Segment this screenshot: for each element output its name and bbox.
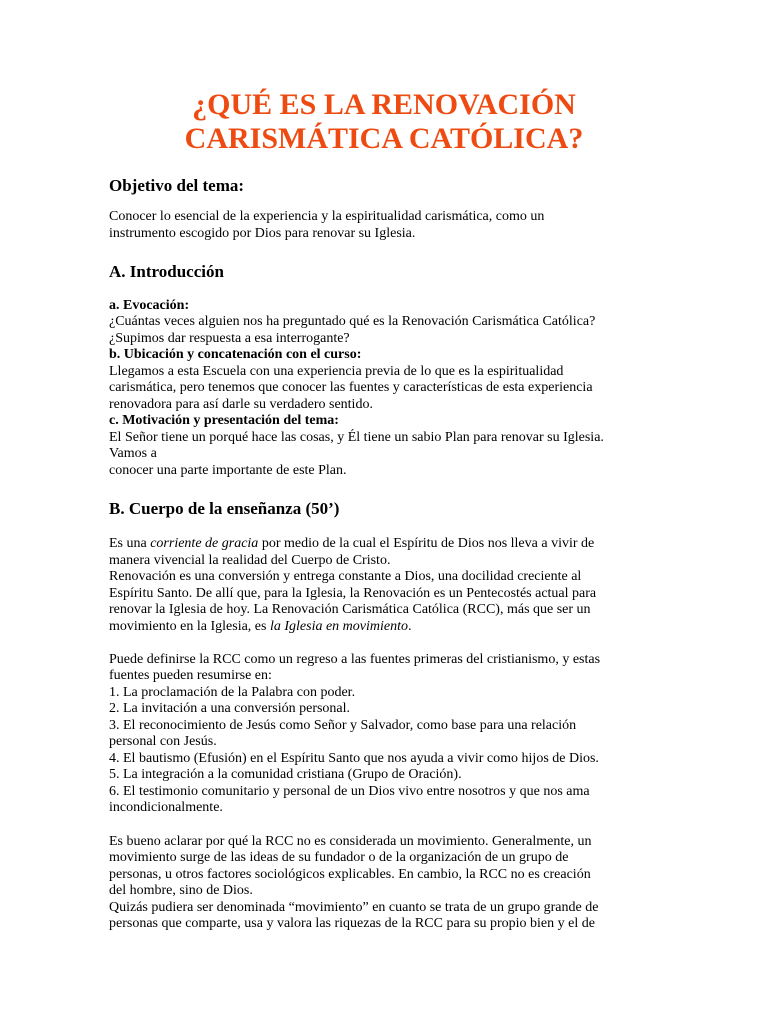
- body-paragraph-line: Quizás pudiera ser denominada “movimiento” en cuanto se trata de un grupo grande de: [109, 900, 599, 915]
- list-item: 1. La proclamación de la Palabra con poder.: [109, 685, 356, 700]
- section-a-heading: A. Introducción: [109, 262, 224, 281]
- text-run: por medio de la cual el Espíritu de Dios nos lleva a vivir de: [258, 536, 595, 551]
- subsection-a-heading: a. Evocación:: [109, 298, 190, 313]
- list-item-continuation: personal con Jesús.: [109, 734, 217, 749]
- objective-text-line: instrumento escogido por Dios para renovar su Iglesia.: [109, 226, 416, 241]
- list-item: 3. El reconocimiento de Jesús como Señor y Salvador, como base para una relación: [109, 718, 577, 733]
- body-paragraph-line: del hombre, sino de Dios.: [109, 883, 253, 898]
- location-text-line: renovadora para así darle su verdadero sentido.: [109, 397, 373, 412]
- list-item: 6. El testimonio comunitario y personal de un Dios vivo entre nosotros y que nos ama: [109, 784, 590, 799]
- motivation-text-line: conocer una parte importante de este Plan.: [109, 463, 347, 478]
- body-paragraph-line: manera vivencial la realidad del Cuerpo de Cristo.: [109, 553, 391, 568]
- emphasis-text: la Iglesia en movimiento: [269, 619, 408, 634]
- list-item: 4. El bautismo (Efusión) en el Espíritu Santo que nos ayuda a vivir como hijos de Dios.: [109, 751, 599, 766]
- list-item: 5. La integración a la comunidad cristiana (Grupo de Oración).: [109, 767, 462, 782]
- text-run: movimiento en la Iglesia, es: [109, 619, 270, 634]
- body-paragraph-line: [109, 619, 412, 635]
- location-text-line: Llegamos a esta Escuela con una experiencia previa de lo que es la espiritualidad: [109, 364, 564, 379]
- list-item-continuation: incondicionalmente.: [109, 800, 223, 815]
- body-paragraph-line: fuentes pueden resumirse en:: [109, 668, 272, 683]
- body-paragraph-line: renovar la Iglesia de hoy. La Renovación Carismática Católica (RCC), más que ser un: [109, 602, 591, 617]
- body-paragraph-line: Puede definirse la RCC como un regreso a las fuentes primeras del cristianismo, y estas: [109, 652, 601, 667]
- evocation-text-line: ¿Cuántas veces alguien nos ha preguntado qué es la Renovación Carismática Católica?: [109, 314, 596, 329]
- evocation-text-line: ¿Supimos dar respuesta a esa interrogante?: [109, 331, 350, 346]
- body-paragraph-line: movimiento surge de las ideas de su fundador o de la organización de un grupo de: [109, 850, 569, 865]
- objective-heading: Objetivo del tema:: [109, 176, 245, 195]
- subsection-b-heading: b. Ubicación y concatenación con el curso:: [109, 347, 362, 362]
- subsection-c-heading: c. Motivación y presentación del tema:: [109, 413, 339, 428]
- body-paragraph-line: Renovación es una conversión y entrega constante a Dios, una docilidad creciente al: [109, 569, 582, 584]
- document-title-line-1: ¿QUÉ ES LA RENOVACIÓN: [192, 88, 576, 121]
- objective-text-line: Conocer lo esencial de la experiencia y la espiritualidad carismática, como un: [109, 209, 545, 224]
- body-paragraph-line: personas, u otros factores sociológicos explicables. En cambio, la RCC no es creación: [109, 867, 591, 882]
- text-run: .: [408, 619, 412, 634]
- body-paragraph-line: Es bueno aclarar por qué la RCC no es considerada un movimiento. Generalmente, un: [109, 834, 592, 849]
- emphasis-text: corriente de gracia: [150, 536, 259, 551]
- location-text-line: carismática, pero tenemos que conocer las fuentes y características de esta experiencia: [109, 380, 593, 395]
- list-item: 2. La invitación a una conversión personal.: [109, 701, 351, 716]
- body-paragraph-line: [109, 536, 594, 552]
- text-run: Es una: [109, 536, 151, 551]
- body-paragraph-line: personas que comparte, usa y valora las riquezas de la RCC para su propio bien y el de: [109, 916, 595, 931]
- section-b-heading: B. Cuerpo de la enseñanza (50’): [109, 499, 340, 518]
- body-paragraph-line: Espíritu Santo. De allí que, para la Iglesia, la Renovación es un Pentecostés actual para: [109, 586, 597, 601]
- motivation-text-line: Vamos a: [109, 446, 157, 461]
- document-title-line-2: CARISMÁTICA CATÓLICA?: [184, 122, 584, 155]
- motivation-text-line: El Señor tiene un porqué hace las cosas, y Él tiene un sabio Plan para renovar su Iglesia.: [109, 430, 604, 445]
